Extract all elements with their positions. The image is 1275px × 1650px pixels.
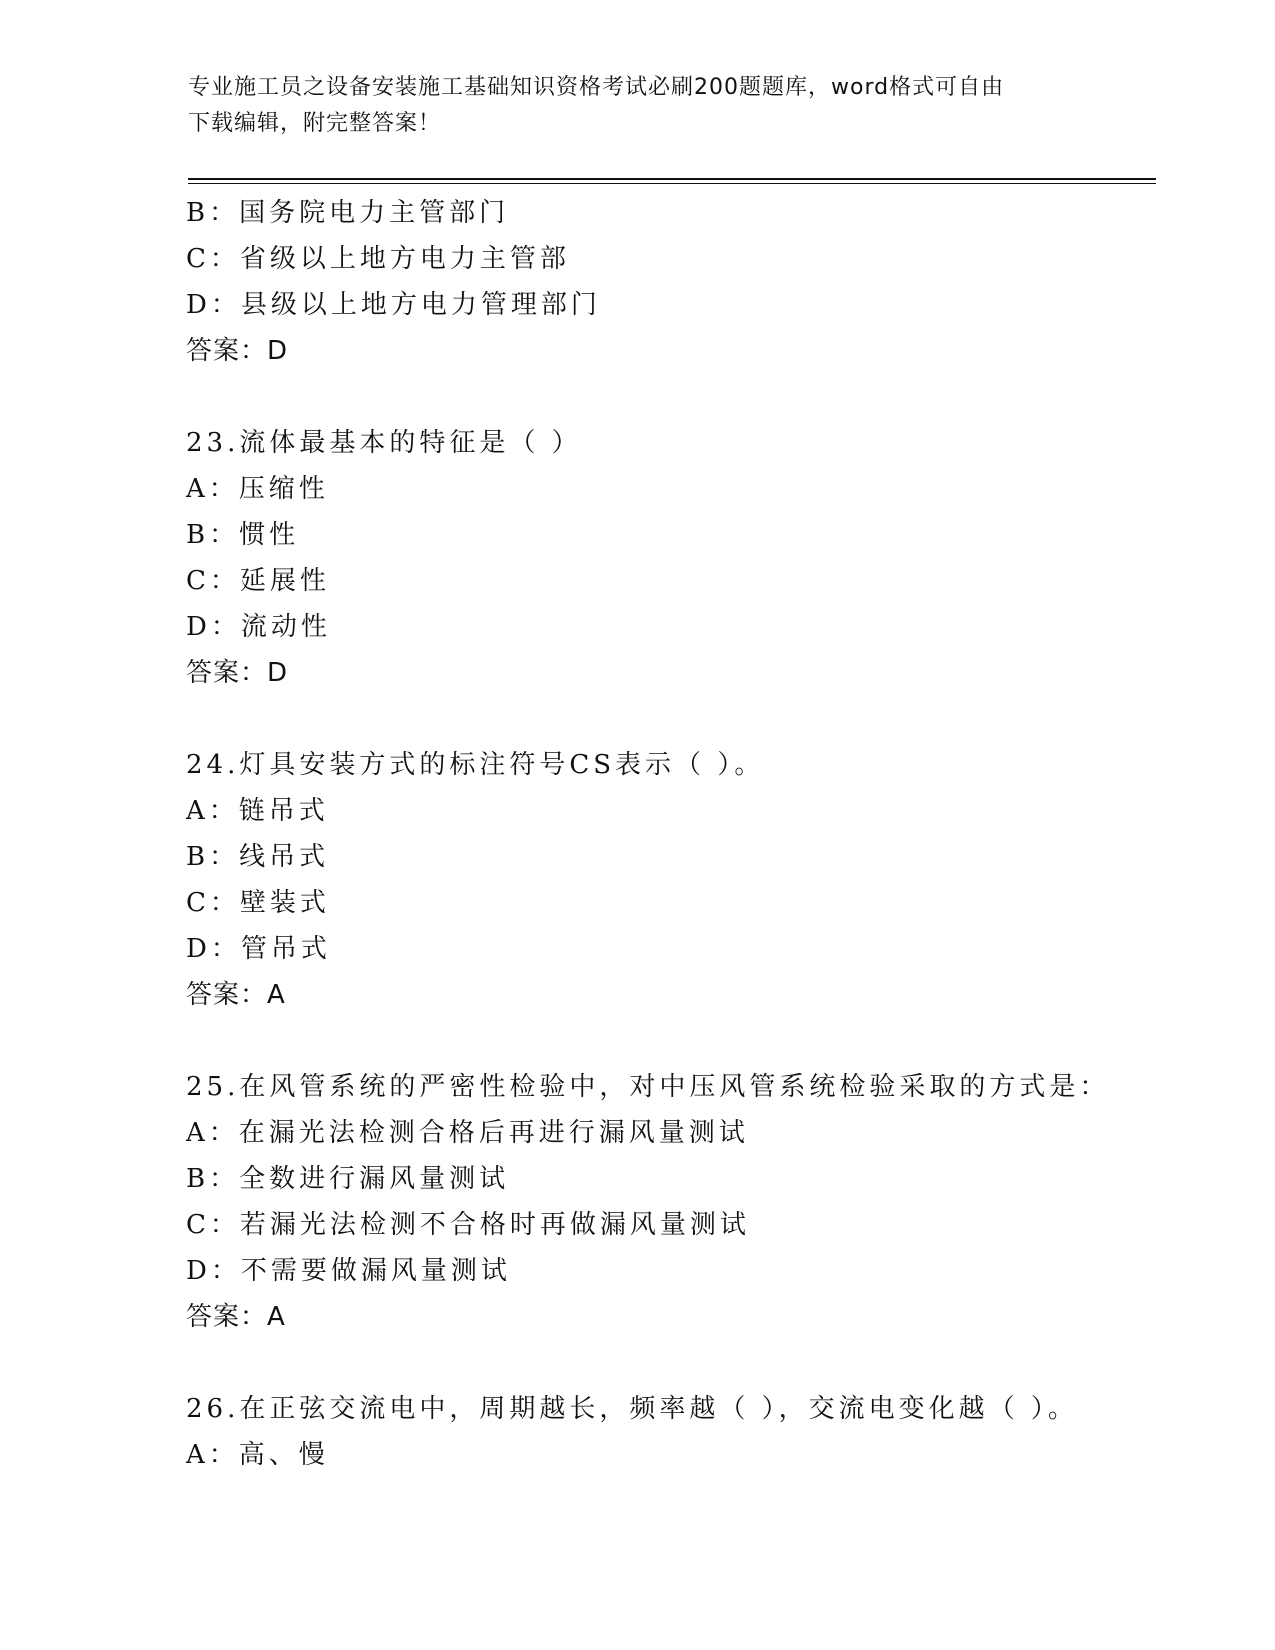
question-text: 25.在风管系统的严密性检验中，对中压风管系统检验采取的方式是： (186, 1072, 1110, 1102)
answer: 答案：A (186, 980, 286, 1010)
header-line-2: 下载编辑，附完整答案！ (188, 111, 442, 136)
spacer (186, 374, 1166, 420)
option-d: D：管吊式 (186, 934, 331, 964)
option-b: B：全数进行漏风量测试 (186, 1164, 510, 1194)
header-line-1: 专业施工员之设备安装施工基础知识资格考试必刷200题题库，word格式可自由 (188, 75, 1005, 100)
document-header (188, 70, 1068, 142)
option-d: D：不需要做漏风量测试 (186, 1256, 511, 1286)
option-b: B：国务院电力主管部门 (186, 198, 510, 228)
option-c: C：延展性 (186, 566, 330, 596)
option-c: C：壁装式 (186, 888, 330, 918)
option-b: B：线吊式 (186, 842, 330, 872)
question-22 (186, 190, 1166, 374)
option-a: A：链吊式 (186, 796, 329, 826)
question-text: 26.在正弦交流电中，周期越长，频率越（ ），交流电变化越（ ）。 (186, 1394, 1078, 1424)
option-c: C：若漏光法检测不合格时再做漏风量测试 (186, 1210, 750, 1240)
option-a: A：在漏光法检测合格后再进行漏风量测试 (186, 1118, 749, 1148)
question-24 (186, 742, 1166, 1018)
question-23 (186, 420, 1166, 696)
spacer (186, 1018, 1166, 1064)
answer: 答案：D (186, 336, 289, 366)
header-rule-thick (188, 178, 1156, 180)
question-text: 23.流体最基本的特征是（ ） (186, 428, 582, 458)
spacer (186, 696, 1166, 742)
option-a: A：高、慢 (186, 1440, 329, 1470)
header-rule-thin (188, 183, 1156, 184)
question-text: 24.灯具安装方式的标注符号CS表示（ ）。 (186, 750, 765, 780)
question-25 (186, 1064, 1166, 1340)
question-26 (186, 1386, 1166, 1478)
option-b: B：惯性 (186, 520, 300, 550)
answer: 答案：D (186, 658, 289, 688)
option-a: A：压缩性 (186, 474, 329, 504)
question-list (186, 190, 1166, 1478)
answer: 答案：A (186, 1302, 286, 1332)
option-d: D：流动性 (186, 612, 331, 642)
option-d: D：县级以上地方电力管理部门 (186, 290, 601, 320)
option-c: C：省级以上地方电力主管部 (186, 244, 570, 274)
spacer (186, 1340, 1166, 1386)
